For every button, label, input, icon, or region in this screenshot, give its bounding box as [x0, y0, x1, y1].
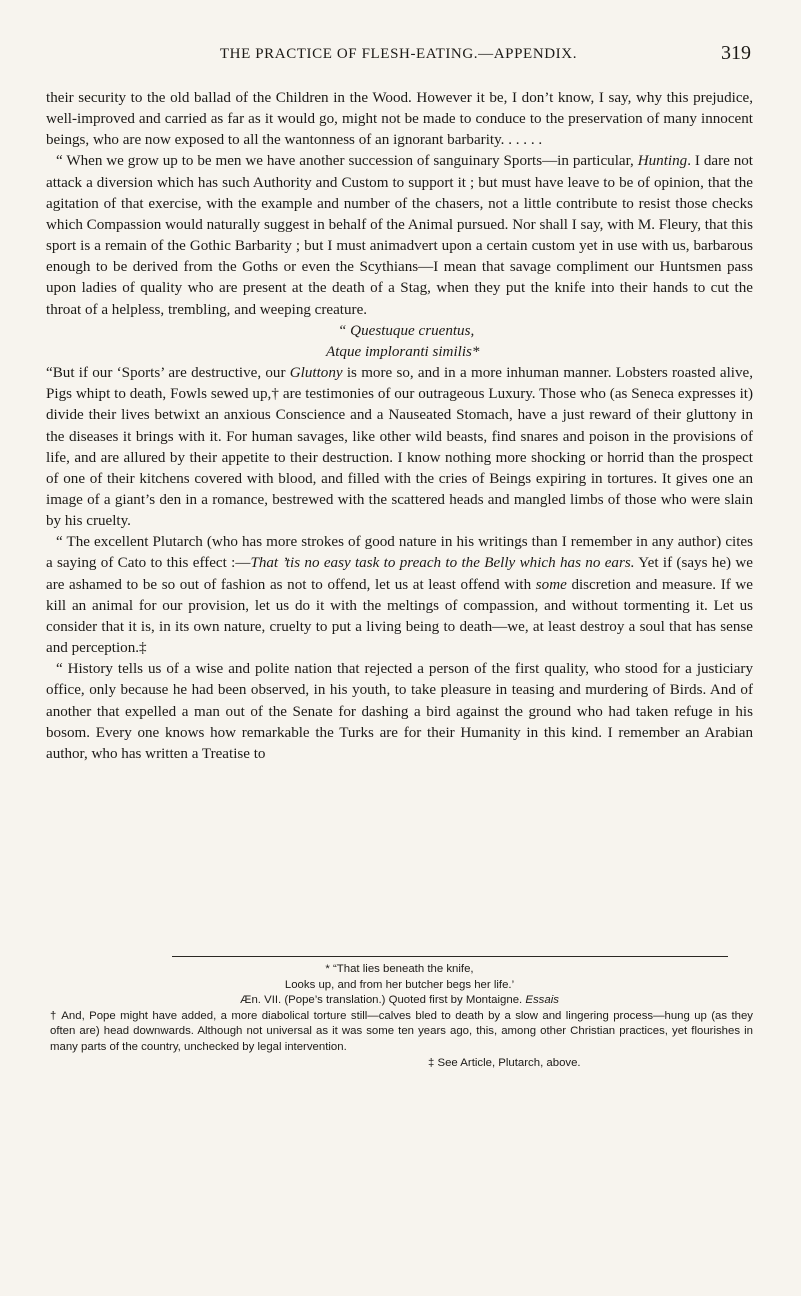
footnote-1-citation: Æn. VII. (Pope’s translation.) Quoted first by Montaigne. — [240, 994, 526, 1007]
footnote-rule — [172, 956, 728, 957]
paragraph-1 — [46, 88, 753, 151]
paragraph-2 — [46, 151, 753, 320]
paragraph-4-emphasis: That ’tis no easy task to preach to the Belly which has no ears. — [250, 555, 635, 572]
page-header — [46, 42, 751, 72]
footnote-1-emphasis: Essais — [525, 994, 559, 1007]
footnote-3: ‡ See Article, Plutarch, above. — [428, 1056, 581, 1069]
running-head: THE PRACTICE OF FLESH-EATING.—APPENDIX. — [219, 46, 578, 62]
footnote-1-line-3 — [46, 993, 753, 1009]
footnote-1-line-2: Looks up, and from her butcher begs her life.’ — [284, 978, 515, 991]
paragraph-1-text: their security to the old ballad of the Children in the Wood. However it be, I don’t know, I say, why this prejudice, well-improved and carried as far as it would go, might not be made to conduce to the preservation of many innocent beings, who are now exposed to all the wantonness of an ignorant barbarity. . . . . . — [46, 90, 753, 149]
paragraph-4 — [46, 532, 753, 659]
paragraph-4-text-c: discretion and measure. If we kill an animal for our provision, let us do it with the meltings of compassion, and without tormenting it. Let us consider that it is, in its own nature, cruelty to put a living being to death—we, at least destroy a soul that has sense and perception.‡ — [46, 576, 753, 657]
main-text — [46, 88, 753, 765]
footnote-1-line-1: * “That lies beneath the knife, — [325, 963, 474, 975]
paragraph-2-text-b: . I dare not attack a diversion which has such Authority and Custom to support it ; but must have leave to be of opinion, that the agitation of that exercise, with the example and number of the chasers, not a little contribute to resist those checks which Compassion would naturally suggest in behalf of the Animal pursued. Nor shall I say, with M. Fleury, that this sport is a remain of the Gothic Barbarity ; but I must animadvert upon a certain custom yet in use with us, barbarous enough to be derived from the Goths or even the Scythians—I mean that savage compliment our Huntsmen pass upon ladies of quality who are present at the death of a Stag, when they put the knife into their hands to cut the throat of a helpless, trembling, and weeping creature. — [46, 153, 753, 318]
paragraph-4-emphasis-2: some — [535, 576, 567, 593]
page-number: 319 — [721, 42, 751, 64]
paragraph-4-text-b: Yet if (says he) we are ashamed to be so out of fashion as not to offend, let us at least offend with — [46, 555, 753, 593]
paragraph-3 — [46, 363, 753, 532]
paragraph-3-emphasis: Gluttony — [289, 365, 343, 382]
footnotes — [46, 962, 753, 1071]
paragraph-5-text: “ History tells us of a wise and polite nation that rejected a person of the first quality, who stood for a justiciary office, only because he had been observed, in his youth, to take pleasure in teasing and murdering of Birds. And of another that expelled a man out of the Senate for dashing a bird against the ground who had taken refuge in his bosom. Every one knows how remarkable the Turks are for their Humanity in this kind. I remember an Arabian author, who has written a Treatise to — [46, 661, 753, 762]
latin-verse — [46, 321, 753, 363]
paragraph-3-text-a: “But if our ‘Sports’ are destructive, our — [46, 365, 290, 382]
paragraph-4-text-a: “ The excellent Plutarch (who has more strokes of good nature in his writings than I remember in any author) cites a saying of Cato to this effect :— — [46, 534, 753, 572]
paragraph-2-text-a: “ When we grow up to be men we have another succession of sanguinary Sports—in particular, — [56, 153, 638, 170]
paragraph-3-text-b: is more so, and in a more inhuman manner. Lobsters roasted alive, Pigs whipt to death, Fowls sewed up,† are testimonies of our outrageous Luxury. Those who (as Seneca expresses it) divide their lives betwixt an anxious Conscience and a Nauseated Stomach, have a just reward of their gluttony in the diseases it brings with it. For human savages, like other wild beasts, find snares and poison in the provisions of life, and are allured by their appetite to their destruction. I know nothing more shocking or horrid than the prospect of one of their kitchens covered with blood, and filled with the cries of Beings expiring in tortures. It gives one an image of a giant’s den in a romance, bestrewed with the scattered heads and mangled limbs of those who were slain by his cruelty. — [46, 365, 753, 530]
verse-line-1: “ Questuque cruentus, — [338, 322, 475, 339]
footnote-2: † And, Pope might have added, a more diabolical torture still—calves bled to death by a slow and lingering process—hung up (as they often are) head downwards. Although not universal as it was some ten years ago, this, among other Christian practices, yet flourishes in many parts of the country, unchecked by legal intervention. — [50, 1009, 753, 1053]
paragraph-5 — [46, 659, 753, 765]
verse-line-2: Atque imploranti similis* — [326, 343, 480, 360]
paragraph-2-emphasis: Hunting — [637, 153, 688, 170]
